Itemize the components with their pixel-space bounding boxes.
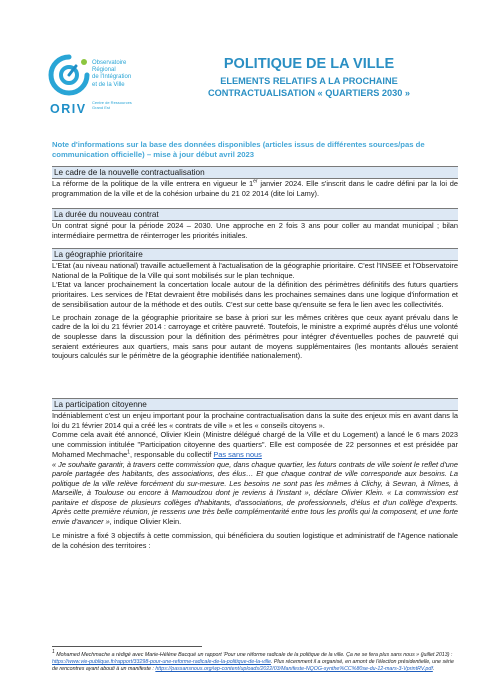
section-paragraph: L'Etat va lancer prochainement la concertation locale autour de la définition des périmètres définitifs des futurs quartiers prioritaires. Les services de l'Etat devraient être mobilisés dans les prochaines semaines dans une logique d'information et de sensibilisation autour de la méthode et des outils. C'est sur cette base qu'ensuite se fera le lien avec les collectivités. [52, 280, 458, 309]
section-contract-framework [52, 166, 458, 198]
section-paragraph: Le prochain zonage de la géographie prioritaire se base à priori sur les mêmes critères que ceux ayant prévalu dans le cadre de la loi du 21 février 2014 : carroyage et critère pauvreté. Toutefois, le ministre a exprimé auprès d'élus une volonté de souplesse dans la discussion pour la définition des périmètres pour intégrer d'éventuelles poches de pauvreté qui seraient extérieures aux quartiers, mais sans pour autant de moyens supplémentaires (les montants alloués seraient toujours calculés sur le périmètre de la géographie identifiée nationalement). [52, 312, 458, 361]
section-heading: La géographie prioritaire [52, 248, 458, 261]
section-text: La réforme de la politique de la ville entrera en vigueur le 1er janvier 2024. Elle s'inscrit dans le cadre défini par la loi de programmation de la ville et de la cohésion urbaine du 21 02 2014 (dite loi Lamy). [52, 178, 458, 198]
minister-quote: « Je souhaite garantir, à travers cette commission que, dans chaque quartier, les futurs contrats de ville soient le reflet d'une parole partagée des habitants, des associations, des élus… Et que chaque contrat de ville corresponde aux besoins. La politique de la ville relève forcément du sur-mesure. Les besoins ne sont pas les mêmes à Clichy, à Sevran, à Nîmes, à Marseille, à Toulouse ou encore à Mamoudzou dont je reviens à l'instant », déclare Olivier Klein. « La commission est paritaire et dispose de plusieurs collèges d'habitants, d'associations, de professionnels, d'élus et d'un collège d'experts. Après cette première réunion, je ressens une très belle complémentarité entre tous les profils qui la composent, et une forte envie d'avancer », indique Olivier Klein. [52, 459, 458, 526]
page-subtitle: ELEMENTS RELATIFS A LA PROCHAINE CONTRACTUALISATION « QUARTIERS 2030 » [208, 76, 410, 98]
footnote-link-manifesto[interactable]: https://passansnous.org/wp-content/uploads/2022/03/Manifeste-NQOG-synthe%CC%80se-du-12-mars-3-VprintRV.pdf [155, 666, 433, 673]
information-note: Note d'informations sur la base des données disponibles (articles issus de différentes sources/pas de communication officielle) – mise à jour début avril 2023 [52, 140, 425, 159]
logo-subtitle: Centre de Ressources Grand Est [92, 100, 132, 110]
section-contract-duration [52, 208, 458, 240]
oriv-logo [46, 52, 176, 122]
footnote-link-report[interactable]: https://www.vie-publique.fr/rapport/33298-pour-une-reforme-radicale-de-la-politique-de-la-ville [52, 659, 271, 666]
footnote-divider [52, 646, 202, 647]
section-priority-geography [52, 248, 458, 361]
section-paragraph: Le ministre a fixé 3 objectifs à cette commission, qui bénéficiera du soutien logistique et administratif de l'Agence nationale de la cohésion des territoires : [52, 531, 458, 550]
section-heading: La durée du nouveau contrat [52, 208, 458, 221]
document-title-block [178, 56, 440, 99]
oriv-logo-icon [46, 52, 92, 98]
section-heading: La participation citoyenne [52, 398, 458, 411]
section-citizen-participation [52, 398, 458, 550]
pas-sans-nous-link[interactable]: Pas sans nous [213, 449, 262, 459]
page-title: POLITIQUE DE LA VILLE [223, 56, 395, 72]
section-text: Un contrat signé pour la période 2024 – 2030. Une approche en 2 fois 3 ans pour coller au mandat municipal ; bilan intermédiaire permettra de réinterroger les priorités initiales. [52, 221, 458, 240]
section-paragraph: Indéniablement c'est un enjeu important pour la prochaine contractualisation dans la suite des enjeux mis en avant dans la loi du 21 février 2014 qui a créé les « contrats de ville » et les « conseils citoyens ». [52, 411, 458, 430]
logo-wordmark: ORIV [50, 102, 87, 116]
section-paragraph: L'Etat (au niveau national) travaille actuellement à l'actualisation de la géographie prioritaire. C'est l'INSEE et l'Observatoire National de la Politique de la Ville qui sont mobilisés sur le plan technique. [52, 261, 458, 280]
logo-org-name: Observatoire Régional de l'Intégration et de la Ville [92, 60, 132, 88]
footnote: $^1$ Mohamed Mechmache a rédigé avec Marie-Hélène Bacqué un rapport 'Pour une réforme radicale de la politique de la ville. Ça ne se fera plus sans nous » (juillet 2013) : https://www.vie-publique.fr/rapport/33298-pour-une-reforme-radicale-de-la-politique-de-la-ville. Plus récemment il a organisé, en amont de l'élection présidentielle, une série de rencontres ayant abouti à un manifeste : https://passansnous.org/wp-content/uploads/2022/03/Manifeste-NQOG-synthe%CC%80se-du-12-mars-3-VprintRV.pdf. [52, 649, 454, 673]
section-paragraph: Comme cela avait été annoncé, Olivier Klein (Ministre délégué chargé de la Ville et du Logement) a lancé le 6 mars 2023 une commission intitulée "Participation citoyenne des quartiers". Elle est composée de 22 personnes et est présidée par Mohamed Mechmache$^1$, responsable du collectif Pas sans nous [52, 430, 458, 459]
section-heading: Le cadre de la nouvelle contractualisation [52, 166, 458, 179]
